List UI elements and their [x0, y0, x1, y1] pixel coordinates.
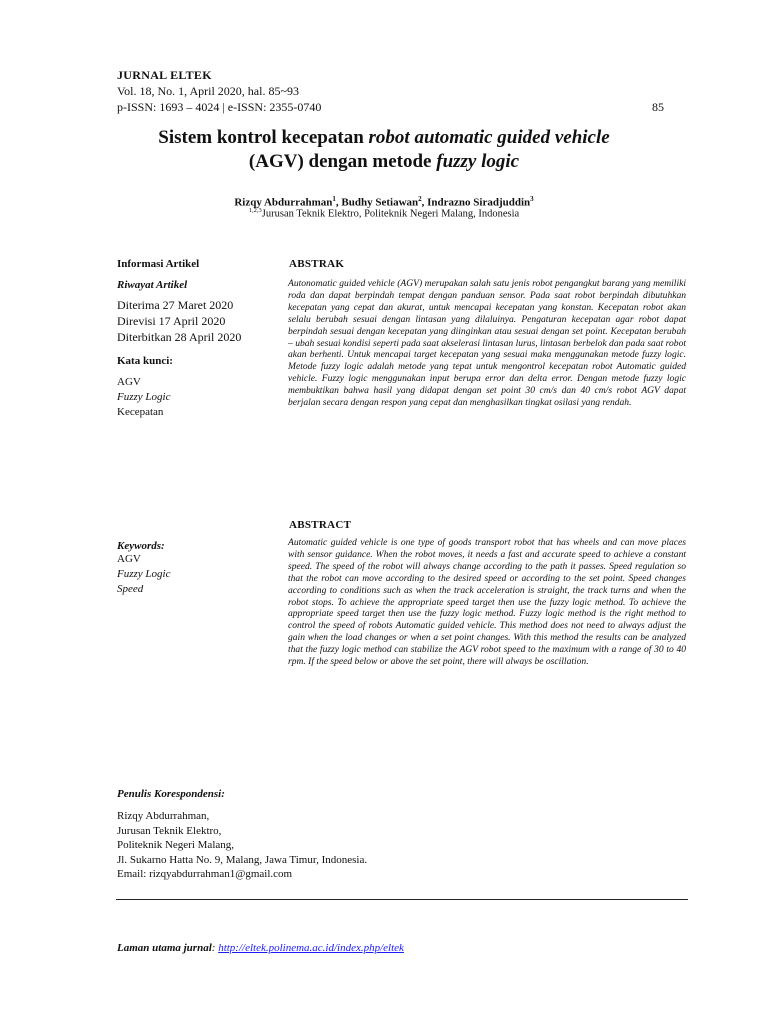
published-date: Diterbitkan 28 April 2020 — [117, 330, 242, 344]
affiliation-text: Jurusan Teknik Elektro, Politeknik Negeri Malang, Indonesia — [261, 208, 520, 220]
article-history — [117, 297, 241, 345]
author-sep: , — [421, 196, 428, 209]
keyword-en-item: Fuzzy Logic — [117, 568, 171, 580]
correspondence-line: Politeknik Negeri Malang, — [117, 839, 235, 851]
journal-issn: p-ISSN: 1693 – 4024 | e-ISSN: 2355-0740 — [117, 100, 322, 114]
keyword-item: Fuzzy Logic — [117, 391, 171, 403]
author-name: Rizqy Abdurrahman — [234, 196, 333, 209]
journal-name: JURNAL ELTEK — [117, 68, 212, 82]
journal-homepage-footer — [117, 942, 404, 954]
keyword-item: AGV — [117, 376, 141, 388]
paper-title — [100, 126, 668, 174]
journal-homepage-link[interactable]: http://eltek.polinema.ac.id/index.php/eltek — [218, 942, 404, 954]
author-name: Indrazno Siradjuddin — [427, 196, 531, 209]
keyword-item: Kecepatan — [117, 406, 164, 418]
journal-volume: Vol. 18, No. 1, April 2020, hal. 85~93 — [117, 84, 299, 98]
author-sep: , — [335, 196, 342, 209]
title-part-1-italic: robot automatic guided vehicle — [368, 127, 610, 148]
title-line-2 — [100, 150, 668, 174]
abstrak-heading: ABSTRAK — [289, 258, 345, 270]
abstract-heading: ABSTRACT — [289, 519, 352, 531]
abstract-text: Automatic guided vehicle is one type of goods transport robot that has wheels and can move places with sensor guidance. When the robot moves, it needs a fast and accurate speed to achieve a constant speed. The speed of the robot will always change according to the path it passes. Speed regulation so that the robot can move according to the desired speed or according to the set point. Speed changes according to conditions such as when the track acceleration is straight, the track turns and when the robot stops. To achieve the appropriate speed target then use the fuzzy logic method. To achieve the appropriate speed target then use the fuzzy logic method. Fuzzy logic method is the right method to control the speed of robots Automatic guided vehicle. This method does not need to always adjust the gain when the load changes or when a set point changes. With this method the results can be analyzed that the fuzzy logic method can stabilize the AGV robot speed to the maximum with a range of 30 to 40 rpm. If the speed below or above the set point, there will always be oscillation. — [288, 537, 686, 668]
article-info-heading: Informasi Artikel — [117, 258, 200, 270]
footer-separator: : — [211, 942, 219, 954]
keywords-en-list — [117, 552, 170, 597]
title-part-1: Sistem kontrol kecepatan — [158, 127, 369, 148]
keywords-en-heading: Keywords: — [117, 540, 165, 552]
author-sup: 3 — [530, 195, 534, 203]
author-sup: 1 — [332, 195, 336, 203]
keyword-en-item: Speed — [117, 583, 144, 595]
author-sup: 2 — [418, 195, 422, 203]
correspondence-heading: Penulis Korespondensi: — [117, 788, 225, 800]
title-part-2-italic: fuzzy logic — [436, 151, 520, 172]
keywords-list — [117, 375, 170, 420]
received-date: Diterima 27 Maret 2020 — [117, 298, 234, 312]
correspondence-email: Email: rizqyabdurrahman1@gmail.com — [117, 868, 293, 880]
title-line-1 — [100, 126, 668, 150]
correspondence-line: Jurusan Teknik Elektro, — [117, 824, 222, 837]
affiliation-sup: 1,2,3 — [248, 207, 262, 214]
keywords-heading: Kata kunci: — [117, 355, 173, 367]
keyword-en-item: AGV — [117, 553, 141, 565]
abstrak-text: Autonomatic guided vehicle (AGV) merupakan salah satu jenis robot pengangkut barang yang memiliki roda dan dapat berpindah tempat dengan panduan sensor. Pada saat robot berpindah dibutuhkan kecepatan yang cepat dan akurat, untuk mencapai kecepatan yang konstan. Kecepatan robot akan selalu berubah sesuai dengan lintasan yang dilaluinya. Pengaturan kecepatan agar robot dapat berpindah sesuai dengan kecepatan yang diinginkan atau sesuai dengan set point. Kecepatan berubah – ubah sesuai kondisi seperti pada saat akselerasi lintasan lurus, lintasan berbelok dan pada saat robot akan berhenti. Untuk mencapai target kecepatan yang sesuai maka menggunakan metode fuzzy logic. Metode fuzzy logic adalah metode yang tepat untuk mengontrol kecepatan robot Automatic guided vehicle. Fuzzy logic menggunakan input berupa error dan delta error. Dengan metode fuzzy logic membuktikan bahwa hasil yang didapat dengan set point 30 cm/s dan 40 cm/s robot AGV dapat berjalan secara dengan respon yang cepat dan menghasilkan tingkat osilasi yang rendah. — [288, 278, 686, 409]
article-history-heading: Riwayat Artikel — [117, 279, 188, 291]
title-part-2: (AGV) dengan metode — [248, 151, 437, 172]
correspondence-line: Jl. Sukarno Hatta No. 9, Malang, Jawa Timur, Indonesia. — [117, 853, 368, 866]
section-divider — [116, 899, 688, 900]
page-number: 85 — [652, 100, 664, 114]
affiliation — [100, 207, 668, 220]
author-name: Budhy Setiawan — [341, 196, 419, 209]
correspondence-line: Rizqy Abdurrahman, — [117, 810, 210, 822]
revised-date: Direvisi 17 April 2020 — [117, 314, 226, 328]
correspondence-block — [117, 809, 367, 882]
footer-label: Laman utama jurnal — [117, 942, 212, 954]
